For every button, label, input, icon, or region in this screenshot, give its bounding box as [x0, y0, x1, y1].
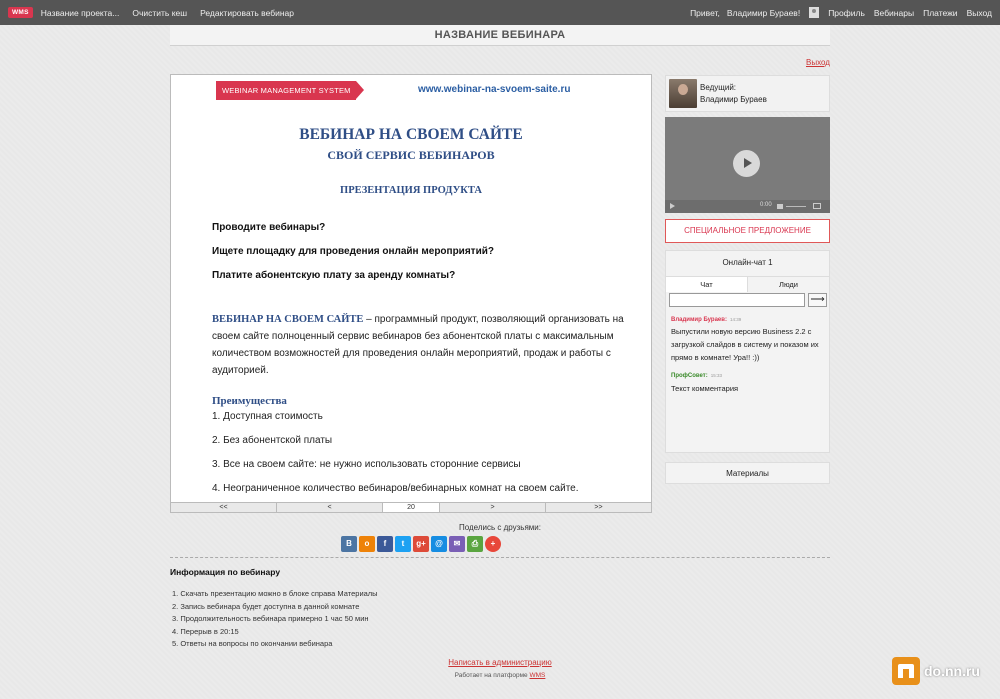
webinar-title: НАЗВАНИЕ ВЕБИНАРА [170, 25, 830, 46]
special-offer-button[interactable]: СПЕЦИАЛЬНОЕ ПРЕДЛОЖЕНИЕ [665, 219, 830, 243]
tab-chat[interactable]: Чат [666, 277, 748, 292]
contact-admin-link[interactable]: Написать в администрацию [448, 658, 552, 667]
slide-site-url: www.webinar-na-svoem-saite.ru [418, 84, 571, 95]
info-title: Информация по вебинару [170, 567, 281, 577]
watermark-text: do.nn.ru [924, 663, 980, 679]
send-arrow-icon[interactable]: ⟶ [808, 293, 827, 307]
slide-section-title: ПРЕЗЕНТАЦИЯ ПРОДУКТА [340, 185, 482, 196]
profile-link[interactable]: Профиль [828, 7, 865, 18]
facebook-icon[interactable]: f [377, 536, 393, 552]
slide-pager [170, 502, 652, 513]
payments-link[interactable]: Платежи [923, 7, 958, 18]
print-icon[interactable]: ⎙ [467, 536, 483, 552]
host-card [665, 75, 830, 112]
advantage-item: 2. Без абонентской платы [212, 435, 333, 446]
google-plus-icon[interactable]: g+ [413, 536, 429, 552]
chat-author-name: ПрофСовет: [671, 373, 708, 379]
twitter-icon[interactable]: t [395, 536, 411, 552]
chat-author-name: Владимир Бураев: [671, 317, 727, 323]
user-menu [690, 7, 992, 18]
clear-cache-link[interactable]: Очистить кеш [132, 7, 188, 18]
project-name-link[interactable]: Название проекта... [40, 7, 120, 18]
email-icon[interactable]: ✉ [449, 536, 465, 552]
platform-credit [0, 672, 1000, 679]
advantage-item: 3. Все на своем сайте: не нужно использовать сторонние сервисы [212, 459, 521, 470]
tab-people[interactable]: Люди [779, 280, 798, 289]
info-item: 1. Скачать презентацию можно в блоке справа Материалы [172, 589, 378, 598]
advantages-title: Преимущества [212, 395, 287, 407]
chat-message-text: Текст комментария [671, 384, 739, 393]
chat-message-text: Выпустили новую версию Business 2.2 с загрузкой слайдов в систему и показом их прямо в комнате! Ура!! :)) [671, 327, 819, 362]
prev-slide-button[interactable]: < [277, 503, 383, 512]
slide-number-field[interactable]: 20 [383, 503, 440, 512]
slide-question: Платите абонентскую плату за аренду комнаты? [212, 270, 456, 281]
fullscreen-icon[interactable] [813, 203, 821, 209]
volume-slider[interactable] [786, 206, 806, 207]
chat-input[interactable] [669, 293, 805, 307]
host-photo [669, 79, 697, 108]
webinars-link[interactable]: Вебинары [873, 7, 915, 18]
share-buttons [341, 536, 503, 552]
greeting-text: Привет, [690, 7, 720, 18]
slide-wms-badge: WEBINAR MANAGEMENT SYSTEM [216, 81, 356, 100]
first-slide-button[interactable]: << [171, 503, 277, 512]
vk-icon[interactable]: В [341, 536, 357, 552]
presentation-slide [170, 74, 652, 503]
slide-question: Ищете площадку для проведения онлайн мероприятий? [212, 246, 494, 257]
slide-description-lead: ВЕБИНАР НА СВОЕМ САЙТЕ [212, 314, 364, 325]
slide-description-text: – программный продукт, позволяющий организовать на своем сайте полноценный сервис вебинаров без абонентской платы с максимальным количеством возможностей для проведения онлайн мероприятий, продаж и работы с аудиторией. [212, 314, 624, 376]
info-item: 5. Ответы на вопросы по окончании вебинара [172, 639, 333, 648]
materials-button[interactable]: Материалы [665, 462, 830, 484]
logout-link[interactable]: Выход [966, 7, 992, 18]
host-name: Владимир Бураев [700, 95, 767, 104]
platform-text: Работает на платформе [454, 672, 530, 679]
advantage-item: 4. Неограниченное количество вебинаров/вебинарных комнат на своем сайте. [212, 483, 579, 494]
chat-title: Онлайн-чат 1 [722, 258, 773, 267]
slide-heading: ВЕБИНАР НА СВОЕМ САЙТЕ [299, 126, 523, 143]
user-name-link[interactable]: Владимир Бураев! [726, 7, 801, 18]
video-time: 0:00 [760, 202, 772, 208]
mail-ru-icon[interactable]: @ [431, 536, 447, 552]
video-player[interactable] [665, 117, 830, 213]
last-slide-button[interactable]: >> [594, 504, 603, 511]
slide-subheading: СВОЙ СЕРВИС ВЕБИНАРОВ [327, 148, 495, 162]
chat-message-author [671, 317, 741, 323]
info-item: 3. Продолжительность вебинара примерно 1 час 50 мин [172, 614, 369, 623]
play-icon[interactable] [733, 150, 760, 177]
chat-tabs [666, 276, 829, 292]
user-avatar-icon[interactable] [809, 7, 819, 18]
share-label: Поделись с друзьями: [458, 523, 541, 532]
odnoklassniki-icon[interactable]: о [359, 536, 375, 552]
chat-message-time: 15:33 [710, 373, 722, 378]
volume-icon[interactable] [777, 204, 783, 209]
exit-link[interactable]: Выход [806, 58, 830, 67]
info-item: 2. Запись вебинара будет доступна в данной комнате [172, 601, 360, 611]
slide-question: Проводите вебинары? [212, 222, 326, 233]
video-controls [665, 200, 830, 213]
edit-webinar-link[interactable]: Редактировать вебинар [200, 7, 294, 18]
advantage-item: 1. Доступная стоимость [212, 411, 323, 422]
wms-logo[interactable]: WMS [8, 7, 33, 18]
more-plus-icon[interactable]: + [485, 536, 501, 552]
top-navbar [0, 0, 1000, 25]
chat-message-time: 14:39 [729, 317, 742, 322]
platform-link[interactable]: WMS [529, 672, 546, 679]
slide-description [212, 311, 630, 379]
chat-panel [665, 250, 830, 453]
info-list [172, 588, 378, 651]
divider [170, 557, 830, 558]
chat-message-author [671, 373, 722, 379]
host-label: Ведущий: [700, 83, 737, 92]
next-slide-button[interactable]: > [440, 503, 546, 512]
play-small-icon[interactable] [670, 203, 675, 209]
watermark-logo-icon [892, 657, 920, 685]
watermark [892, 657, 980, 685]
info-item: 4. Перерыв в 20:15 [172, 626, 239, 636]
